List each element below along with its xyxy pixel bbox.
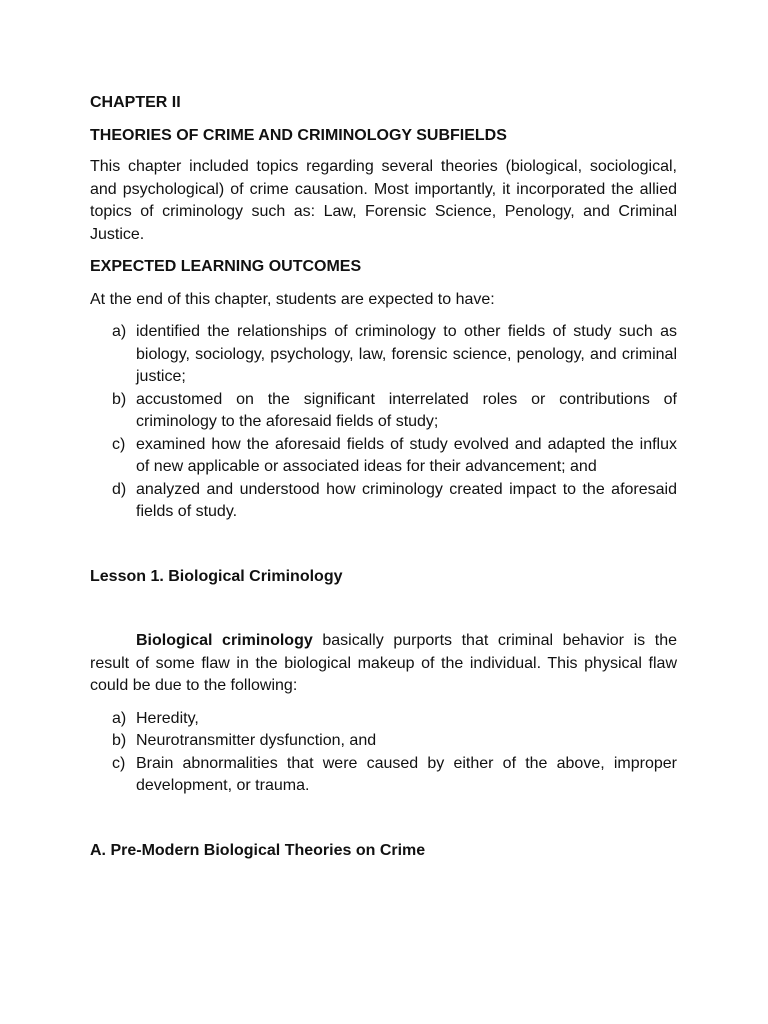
biological-criminology-paragraph: [90, 630, 677, 698]
outcomes-list: [90, 321, 677, 524]
list-marker: a): [112, 709, 127, 727]
list-item-text: identified the relationships of criminology to other fields of study such as biology, sociology, psychology, law, forensic science, penology, and criminal justice;: [136, 323, 677, 385]
list-item: [90, 708, 677, 731]
list-item: [90, 479, 677, 524]
outcomes-heading: EXPECTED LEARNING OUTCOMES: [90, 258, 362, 275]
chapter-label: CHAPTER II: [90, 94, 181, 111]
list-item-text: Brain abnormalities that were caused by either of the above, improper development, or trauma.: [136, 754, 677, 794]
lesson-title: Lesson 1. Biological Criminology: [90, 567, 343, 585]
list-marker: d): [112, 480, 127, 498]
list-item: [90, 434, 677, 479]
list-item: [90, 753, 677, 798]
definition-text: basically purports that criminal behavior is the result of some flaw in the biological makeup of the individual. This physical flaw could be due to the following:: [90, 632, 678, 694]
list-marker: c): [112, 754, 126, 772]
defined-term: Biological criminology: [136, 632, 313, 649]
chapter-intro-paragraph: This chapter included topics regarding several theories (biological, sociological, and psychological) of crime causation. Most importantly, it incorporated the allied topics of criminology such as: Law, Forensic Science, Penology, and Criminal Justice.: [90, 158, 677, 243]
list-item-text: examined how the aforesaid fields of study evolved and adapted the influx of new applicable or associated ideas for their advancement; and: [136, 435, 677, 475]
document-page: [90, 92, 677, 862]
chapter-title: THEORIES OF CRIME AND CRIMINOLOGY SUBFIELDS: [90, 126, 507, 144]
list-marker: b): [112, 732, 127, 749]
list-item-text: Neurotransmitter dysfunction, and: [136, 732, 377, 749]
list-marker: c): [112, 435, 126, 453]
list-marker: a): [112, 323, 127, 340]
outcomes-intro: At the end of this chapter, students are expected to have:: [90, 290, 495, 308]
list-item-text: analyzed and understood how criminology created impact to the aforesaid fields of study.: [136, 480, 677, 520]
section-title: A. Pre-Modern Biological Theories on Crime: [90, 841, 426, 859]
list-item: [90, 321, 677, 389]
list-item-text: accustomed on the significant interrelated roles or contributions of criminology to the aforesaid fields of study;: [136, 390, 677, 430]
list-marker: b): [112, 390, 127, 408]
list-item: [90, 389, 677, 434]
causes-list: [90, 708, 677, 798]
list-item-text: Heredity,: [136, 709, 199, 727]
list-item: [90, 730, 677, 753]
